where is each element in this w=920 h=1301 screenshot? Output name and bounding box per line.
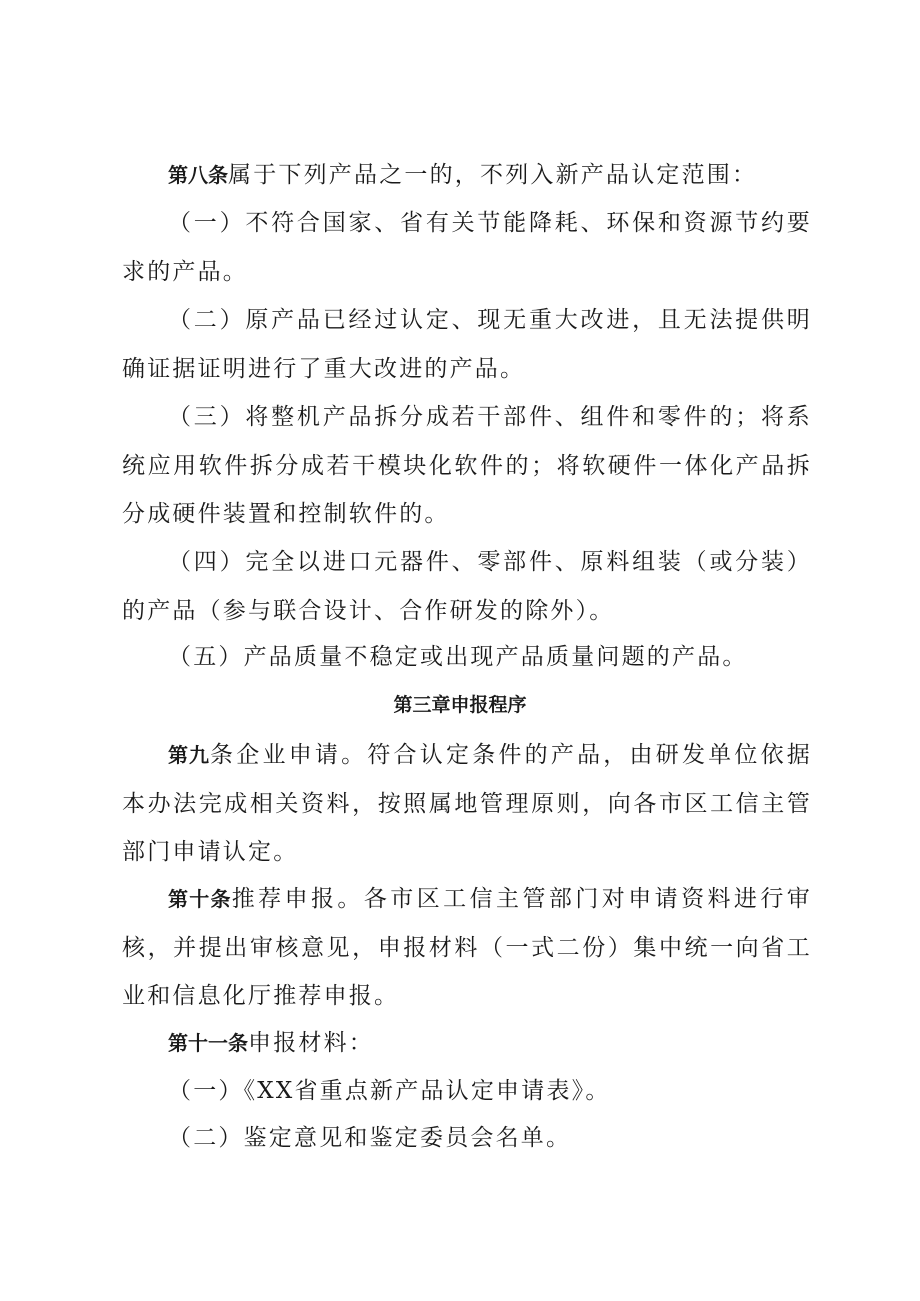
article-8-item-1: （一）不符合国家、省有关节能降耗、环保和资源节约要求的产品。: [122, 210, 812, 285]
article-11-label: 第十一条: [168, 1031, 248, 1055]
article-8: [122, 151, 812, 200]
article-11-item-1: （一）《XX省重点新产品认定申请表》。: [168, 1078, 611, 1104]
article-11: [122, 1019, 812, 1068]
article-10-text: 推荐申报。各市区工信主管部门对申请资料进行审核，并提出审核意见，申报材料（一式二份）集中统一向省工业和信息化厅推荐申报。: [122, 886, 812, 1009]
article-10: [122, 875, 812, 1021]
article-8-label: 第八条: [168, 163, 228, 187]
article-9-text: 条企业申请。符合认定条件的产品，由研发单位依据本办法完成相关资料，按照属地管理原则，向各市区工信主管部门申请认定。: [122, 742, 813, 865]
article-9: [122, 731, 812, 877]
article-8-item-3: （三）将整机产品拆分成若干部件、组件和零件的；将系统应用软件拆分成若干模块化软件的；将软硬件一体化产品拆分成硬件装置和控制软件的。: [122, 404, 812, 527]
article-11-text: 申报材料：: [248, 1030, 374, 1056]
article-8-item-5: （五）产品质量不稳定或出现产品质量问题的产品。: [168, 644, 748, 670]
article-11-item-2: （二）鉴定意见和鉴定委员会名单。: [168, 1125, 572, 1151]
chapter-3-title: 第三章申报程序: [393, 694, 527, 716]
article-8-item-2: （二）原产品已经过认定、现无重大改进，且无法提供明确证据证明进行了重大改进的产品。: [122, 307, 812, 382]
article-10-label: 第十条: [168, 887, 232, 911]
article-8-item-4: （四）完全以进口元器件、零部件、原料组装（或分装）的产品（参与联合设计、合作研发的除外）。: [122, 549, 812, 624]
article-9-label: 第九: [168, 743, 211, 767]
article-8-text: 属于下列产品之一的，不列入新产品认定范围：: [228, 162, 758, 188]
